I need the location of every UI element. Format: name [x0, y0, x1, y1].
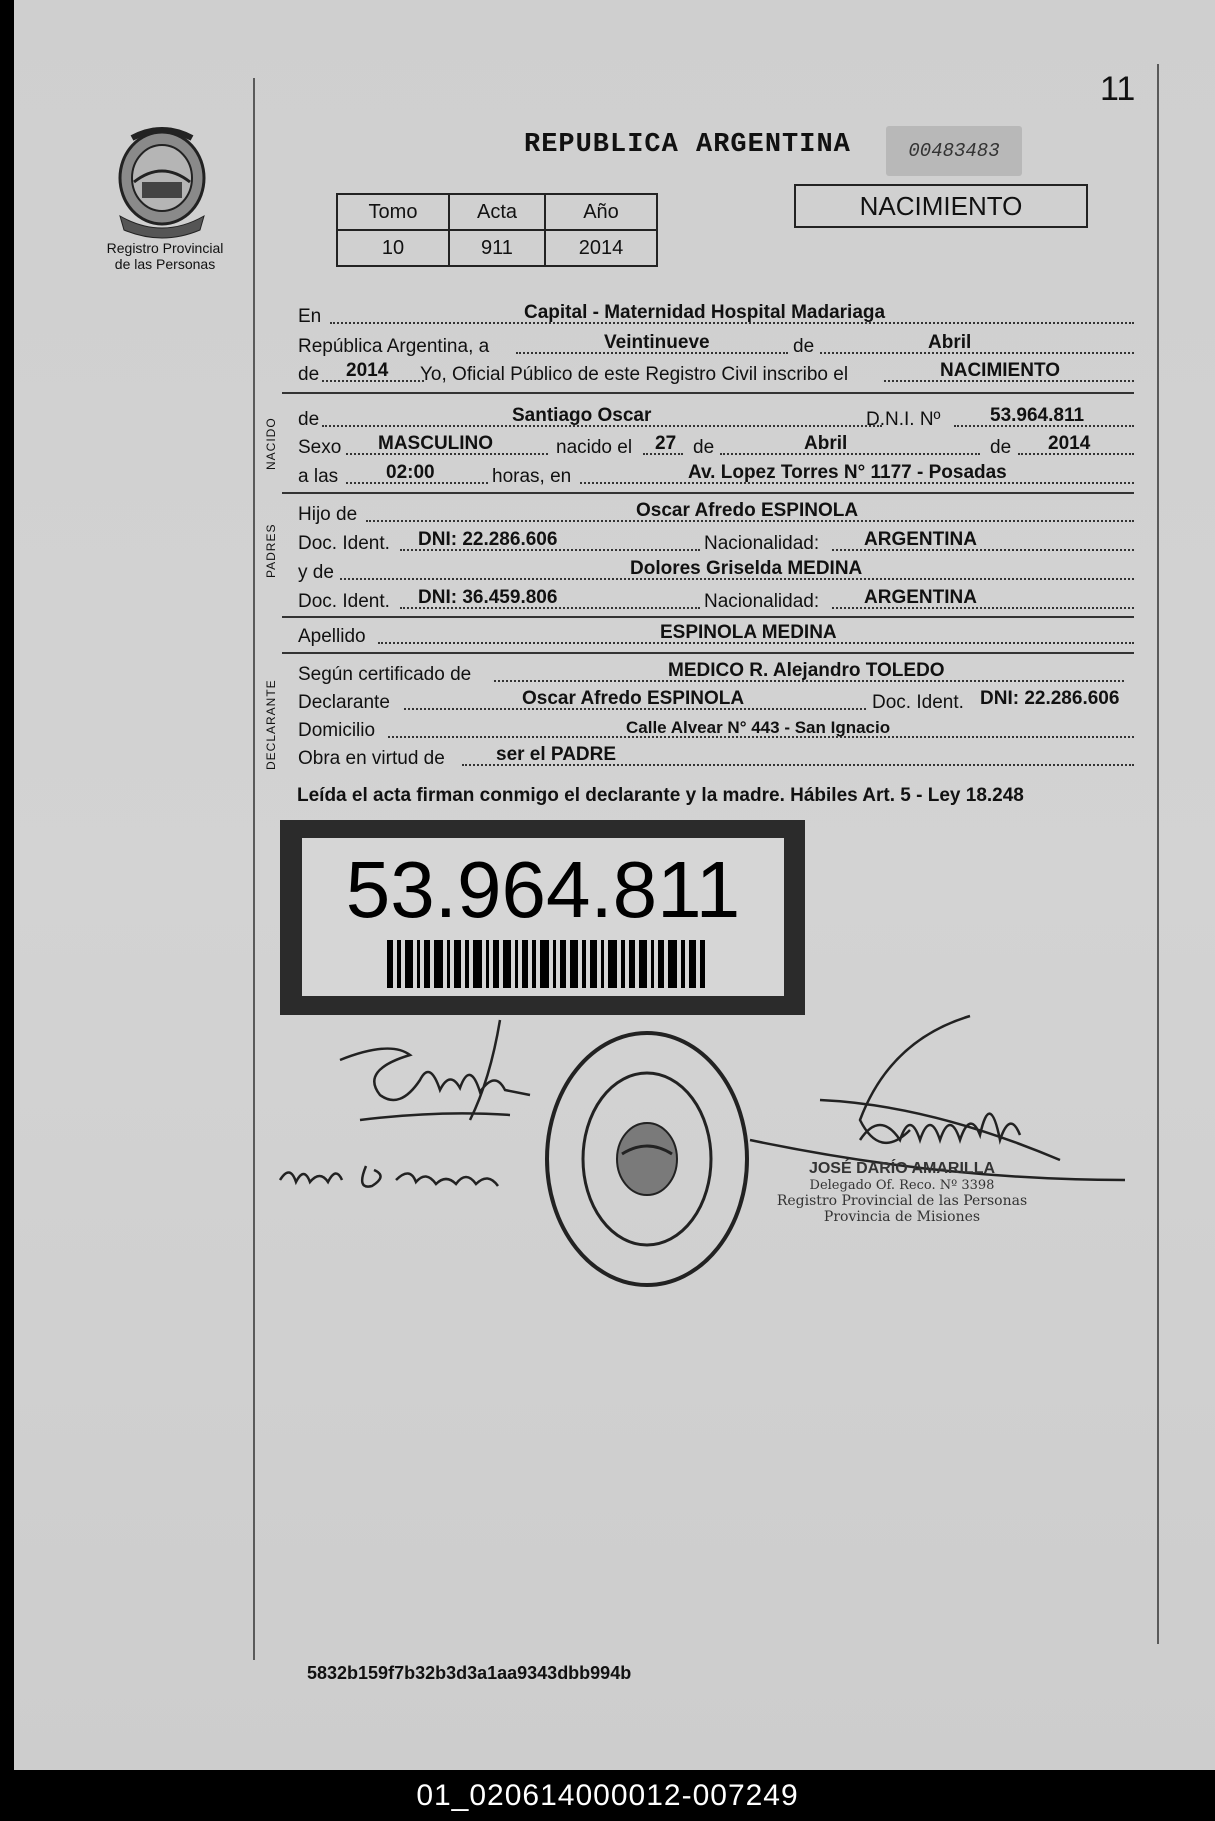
de-label: de — [793, 336, 815, 357]
row-apellido — [298, 622, 1134, 648]
row-padre — [298, 500, 1134, 526]
nacido-dni: 53.964.811 — [990, 405, 1085, 426]
dni-sticker — [280, 820, 805, 1015]
table-value-acta: 911 — [449, 230, 545, 266]
section-separator — [282, 652, 1134, 654]
document-title: REPUBLICA ARGENTINA — [524, 130, 851, 160]
father-signature — [320, 1000, 550, 1140]
registry-label-line2: de las Personas — [114, 256, 216, 272]
table-value-tomo: 10 — [337, 230, 449, 266]
a-las-label: a las — [298, 466, 339, 487]
certificado-valor: MEDICO R. Alejandro TOLEDO — [668, 660, 945, 681]
padre-nombre: Oscar Afredo ESPINOLA — [636, 500, 859, 521]
obra-label: Obra en virtud de — [298, 748, 445, 769]
act-tipo: NACIMIENTO — [940, 360, 1060, 381]
de-label: de — [298, 409, 320, 430]
row-padre-doc — [298, 529, 1134, 555]
declarante-doc: DNI: 22.286.606 — [980, 688, 1120, 709]
nacido-mes: Abril — [804, 433, 848, 454]
doc-ident-label: Doc. Ident. — [298, 591, 390, 612]
de-label: de — [298, 364, 320, 385]
document-type: NACIMIENTO — [794, 184, 1088, 228]
registry-label — [90, 240, 240, 272]
serial-number: 00483483 — [886, 126, 1022, 176]
nacido-el-label: nacido el — [556, 437, 633, 458]
footer-id: 01_020614000012-007249 — [416, 1779, 799, 1812]
apellido-valor: ESPINOLA MEDINA — [660, 622, 837, 643]
dni-label: D.N.I. Nº — [866, 409, 941, 430]
stamp-line3: Registro Provincial de las Personas — [776, 1193, 1028, 1209]
section-declarante: DECLARANTE — [264, 679, 278, 770]
table-header-anio: Año — [545, 194, 657, 230]
closing-text: Leída el acta firman conmigo el declarante y la madre. Hábiles Art. 5 - Ley 18.248 — [297, 785, 1024, 806]
row-anio — [298, 360, 1134, 386]
certificado-label: Según certificado de — [298, 664, 472, 685]
nacionalidad-label: Nacionalidad: — [704, 533, 820, 554]
official-stamp — [772, 1160, 1032, 1225]
horas-en-label: horas, en — [492, 466, 572, 487]
document-hash: 5832b159f7b32b3d3a1aa9343dbb994b — [307, 1663, 632, 1683]
declarante-label: Declarante — [298, 692, 390, 713]
row-nombre — [298, 405, 1134, 431]
act-anio: 2014 — [346, 360, 389, 381]
stamp-line2: Delegado Of. Reco. Nº 3398 — [809, 1178, 995, 1193]
row-madre-doc — [298, 587, 1134, 613]
hijo-de-label: Hijo de — [298, 504, 358, 525]
domicilio-label: Domicilio — [298, 720, 376, 741]
section-nacido: NACIDO — [264, 417, 278, 470]
dotted-line — [720, 453, 980, 455]
registry-table — [336, 193, 658, 267]
oficial-text: Yo, Oficial Público de este Registro Civil inscribo el — [420, 364, 849, 385]
misiones-emblem — [112, 120, 212, 240]
table-value-anio: 2014 — [545, 230, 657, 266]
padre-doc: DNI: 22.286.606 — [418, 529, 558, 550]
republica-label: República Argentina, a — [298, 336, 490, 357]
row-domicilio — [298, 716, 1134, 742]
section-separator — [282, 492, 1134, 494]
official-seal — [542, 1028, 752, 1290]
stamp-line1: JOSÉ DARÍO AMARILLA — [808, 1160, 996, 1177]
madre-nacionalidad: ARGENTINA — [864, 587, 977, 608]
de-label: de — [990, 437, 1012, 458]
nacido-anio: 2014 — [1048, 433, 1091, 454]
en-label: En — [298, 306, 322, 327]
row-hora — [298, 462, 1134, 488]
dni-sticker-number: 53.964.811 — [345, 845, 741, 934]
nacido-nombre: Santiago Oscar — [512, 405, 652, 426]
nacido-sexo: MASCULINO — [378, 433, 494, 454]
table-header-tomo: Tomo — [337, 194, 449, 230]
row-declarante — [298, 688, 1134, 714]
section-padres: PADRES — [264, 523, 278, 578]
y-de-label: y de — [298, 562, 334, 583]
page-number: 11 — [1100, 70, 1136, 108]
section-separator — [282, 392, 1134, 394]
madre-nombre: Dolores Griselda MEDINA — [630, 558, 863, 579]
registry-label-line1: Registro Provincial — [106, 240, 224, 256]
obra-valor: ser el PADRE — [496, 744, 617, 765]
doc-ident-label: Doc. Ident. — [872, 692, 964, 713]
domicilio-valor: Calle Alvear N° 443 - San Ignacio — [626, 718, 891, 737]
act-lugar: Capital - Maternidad Hospital Madariaga — [524, 302, 886, 323]
mother-signature — [276, 1156, 506, 1206]
dni-sticker-inner — [302, 838, 784, 996]
nacido-dia: 27 — [655, 433, 677, 454]
nacido-hora: 02:00 — [386, 462, 435, 483]
doc-ident-label: Doc. Ident. — [298, 533, 390, 554]
table-header-acta: Acta — [449, 194, 545, 230]
row-madre — [298, 558, 1134, 584]
row-sexo — [298, 433, 1134, 459]
act-mes: Abril — [928, 332, 972, 353]
declarante-nombre: Oscar Afredo ESPINOLA — [522, 688, 745, 709]
row-obra — [298, 744, 1134, 770]
barcode — [387, 940, 705, 988]
nacido-lugar: Av. Lopez Torres N° 1177 - Posadas — [688, 462, 1007, 483]
row-certificado — [298, 660, 1134, 686]
left-margin-line — [253, 78, 255, 1660]
stamp-line4: Provincia de Misiones — [823, 1209, 981, 1225]
right-margin-line — [1157, 64, 1159, 1644]
sexo-label: Sexo — [298, 437, 342, 458]
padre-nacionalidad: ARGENTINA — [864, 529, 977, 550]
section-separator — [282, 616, 1134, 618]
row-lugar — [298, 302, 1134, 328]
apellido-label: Apellido — [298, 626, 366, 647]
act-dia: Veintinueve — [604, 332, 710, 353]
madre-doc: DNI: 36.459.806 — [418, 587, 558, 608]
nacionalidad-label: Nacionalidad: — [704, 591, 820, 612]
row-fecha — [298, 332, 1134, 358]
dotted-line — [820, 352, 1134, 354]
de-label: de — [693, 437, 715, 458]
